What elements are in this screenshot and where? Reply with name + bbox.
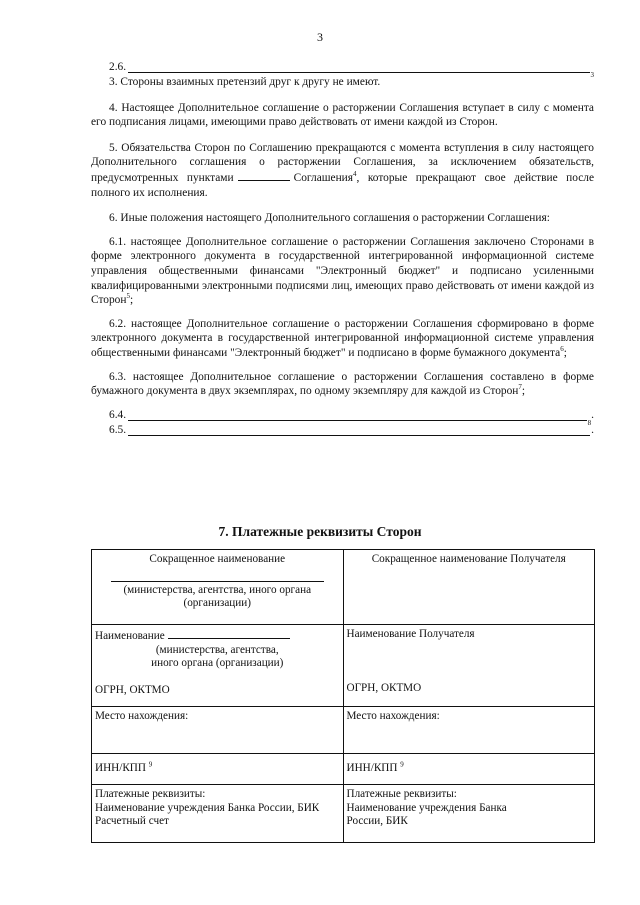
clause-3: 3. Стороны взаимных претензий друг к другу не имеют. [109, 76, 381, 88]
right-location-cell: Место нахождения: [343, 707, 595, 754]
left-name-cell [92, 625, 344, 707]
page-number: 3 [317, 30, 323, 44]
right-short-name-cell [343, 550, 595, 625]
left-ogrn-label: ОГРН, ОКТМО [95, 683, 170, 696]
left-name-hint: (министерства, агентства, иного органа (организации) [151, 643, 284, 669]
clause-6-5: 6.5. . [109, 424, 594, 437]
clause-5: 5. Обязательства Сторон по Соглашению прекращаются с момента вступления в силу настоящего Дополнительного соглашения о расторжении Соглашения, за исключением обязательств, предусмотренных пунктами Соглашения$^4$, которые прекращают свое действие после полного их исполнения. [91, 141, 595, 199]
clause-2-6: 2.6. 3 [109, 61, 594, 79]
footnote-ref-9: 9 [400, 760, 404, 769]
right-name-label: Наименование Получателя [346, 628, 475, 640]
clause-6-4-label: 6.4. [109, 409, 127, 422]
table-row [92, 550, 595, 625]
table-row [92, 625, 595, 707]
clause-5-blank [238, 170, 290, 181]
clause-6-5-label: 6.5. [109, 424, 127, 437]
short-name-blank [111, 581, 324, 582]
table-row [92, 707, 595, 754]
table-row [92, 785, 595, 843]
clause-6: 6. Иные положения настоящего Дополнительного соглашения о расторжении Соглашения: [109, 212, 550, 225]
left-location-cell: Место нахождения: [92, 707, 344, 754]
clause-6-4-blank [128, 409, 587, 421]
clause-2-6-blank [128, 61, 589, 73]
clause-2-6-label: 2.6. [109, 61, 127, 74]
clause-6-4: 6.4. 8 . [109, 409, 594, 427]
footnote-ref-6: 6 [560, 345, 564, 354]
right-inn-cell: ИНН/КПП $^9$ [343, 754, 595, 785]
left-short-name-label: Сокращенное наименование [149, 553, 286, 565]
footnote-ref-4: 4 [353, 170, 357, 179]
clause-6-3: 6.3. настоящее Дополнительное соглашение о расторжении Соглашения составлено в форме бумажного документа в двух экземплярах, по одному экземпляру для каждой из Сторон$^7$; [91, 370, 594, 398]
payment-details-table [91, 549, 595, 843]
name-blank [168, 628, 290, 639]
right-short-name-label: Сокращенное наименование Получателя [371, 553, 566, 565]
agreement-body [91, 60, 594, 438]
clause-6-1: 6.1. настоящее Дополнительное соглашение о расторжении Соглашения заключено Сторонами в форме электронного документа в государственной интегрированной информационной системе управления общественными финансами "Электронный бюджет" и подписано усиленными квалифицированными электронными подписями лиц, имеющих право действовать от имени каждой из Сторон$^5$; [91, 235, 594, 307]
section-title: 7. Платежные реквизиты Сторон [218, 524, 422, 539]
left-short-name-cell [92, 550, 344, 625]
left-short-name-hint: (министерства, агентства, иного органа (организации) [123, 583, 312, 609]
left-name-label: Наименование [95, 630, 165, 642]
left-payment-cell: Платежные реквизиты: Наименование учреждения Банка России, БИК Расчетный счет [92, 785, 344, 843]
right-payment-cell: Платежные реквизиты: Наименование учреждения Банка России, БИК [343, 785, 595, 843]
table-row [92, 754, 595, 785]
right-ogrn-label: ОГРН, ОКТМО [346, 681, 422, 694]
left-inn-cell: ИНН/КПП $^9$ [92, 754, 344, 785]
right-name-cell [343, 625, 595, 707]
footnote-ref-5: 5 [126, 292, 130, 301]
clause-6-2: 6.2. настоящее Дополнительное соглашение о расторжении Соглашения сформировано в форме электронного документа в государственной интегрированной информационной системе управления общественными финансами "Электронный бюджет" и подписано в форме бумажного документа$^6$; [91, 317, 594, 359]
clause-4: 4. Настоящее Дополнительное соглашение о расторжении Соглашения вступает в силу с момента его подписания лицами, имеющими право действовать от имени каждой из Сторон. [91, 101, 594, 129]
footnote-ref-7: 7 [518, 383, 522, 392]
footnote-ref-9: 9 [148, 760, 153, 769]
clause-6-5-blank [128, 424, 590, 436]
